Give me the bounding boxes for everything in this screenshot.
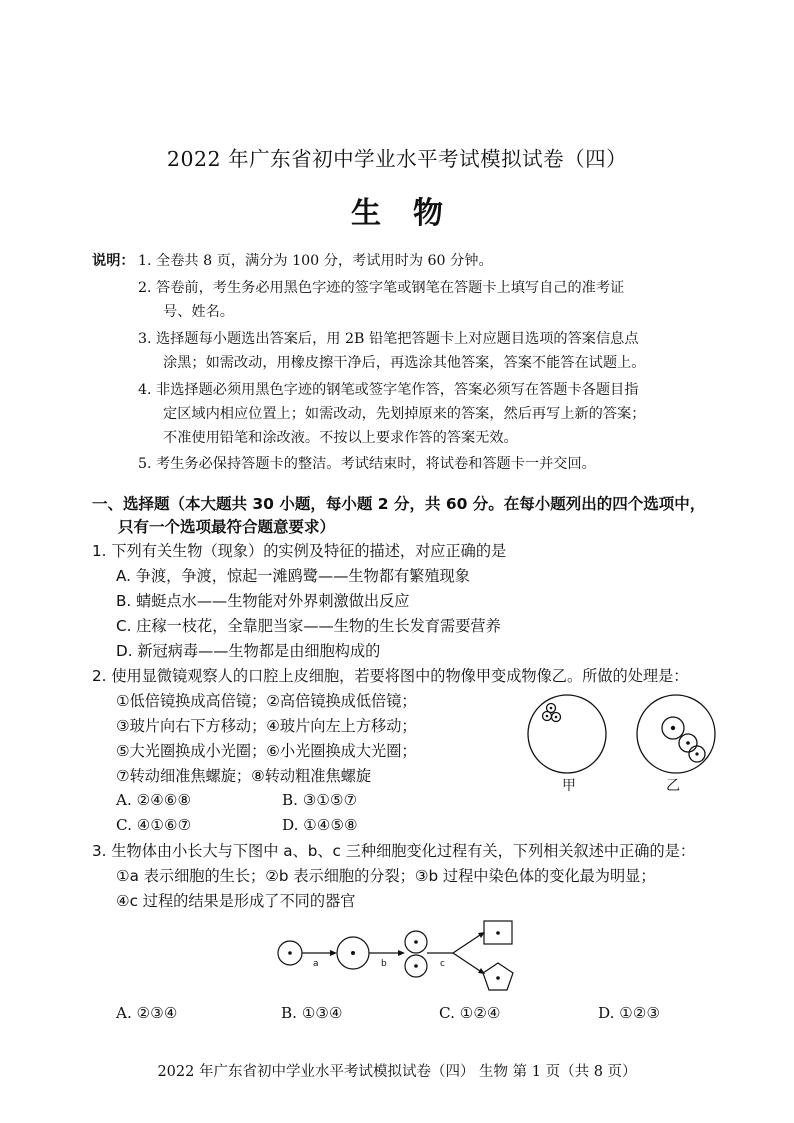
label-yi: 乙 [666, 778, 680, 794]
label-a: a [313, 959, 319, 969]
subject-title: 生物 [351, 196, 475, 231]
instruction-item: 4. 非选择题必须用黑色字迹的钢笔或签字笔作答，答案必须写在答题卡各题目指 [138, 382, 639, 398]
instruction-item: 不准使用铅笔和涂改液。不按以上要求作答的答案无效。 [163, 430, 518, 446]
q1-option-c: C. 庄稼一枝花，全靠肥当家——生物的生长发育需要营养 [116, 617, 501, 635]
label-jia: 甲 [562, 778, 576, 794]
q3-option-a: A. ②③④ [116, 1004, 178, 1022]
field-of-view-jia [528, 695, 606, 773]
q2-option-c: C. ④①⑥⑦ [116, 816, 192, 834]
instruction-item: 涂黑；如需改动，用橡皮擦干净后，再选涂其他答案，答案不能答在试题上。 [163, 355, 646, 371]
exam-title: 2022 年广东省初中学业水平考试模拟试卷（四） [166, 147, 628, 171]
instructions-label: 说明： [92, 253, 135, 269]
q2-option-b: B. ③①⑤⑦ [282, 791, 358, 809]
q2-option-d: D. ①④⑤⑧ [282, 816, 358, 834]
q1-option-d: D. 新冠病毒——生物都是由细胞构成的 [116, 642, 381, 660]
instruction-item: 定区域内相应位置上；如需改动，先划掉原来的答案，然后再写上新的答案； [163, 406, 646, 422]
q2-option-a: A. ②④⑥⑧ [116, 791, 192, 809]
q2-line: ⑤大光圈换成小光圈；⑥小光圈换成大光圈； [116, 742, 417, 760]
section-heading-cont: 只有一个选项最符合题意要求） [118, 518, 336, 536]
microscope-figure [520, 686, 720, 796]
instruction-item: 3. 选择题每小题选出答案后，用 2B 铅笔把答题卡上对应题目选项的答案信息点 [138, 331, 639, 347]
q3-line: ④c 过程的结果是形成了不同的器官 [116, 892, 356, 910]
q3-option-b: B. ①③④ [281, 1004, 343, 1022]
label-c: c [440, 959, 445, 969]
instruction-item: 1. 全卷共 8 页，满分为 100 分，考试用时为 60 分钟。 [138, 253, 493, 269]
cell-process-figure [270, 915, 530, 1000]
page-footer: 2022 年广东省初中学业水平考试模拟试卷（四） 生物 第 1 页（共 8 页） [157, 1064, 637, 1080]
field-of-view-yi [637, 695, 715, 773]
q2-line: ⑦转动细准焦螺旋；⑧转动粗准焦螺旋 [116, 767, 372, 785]
q2-line: ③玻片向右下方移动；④玻片向左上方移动； [116, 717, 417, 735]
q3-line: ①a 表示细胞的生长；②b 表示细胞的分裂；③b 过程中染色体的变化最为明显； [116, 867, 656, 885]
section-heading: 一、选择题（本大题共 30 小题，每小题 2 分，共 60 分。在每小题列出的四个选项中， [92, 495, 706, 513]
q3-option-d: D. ①②③ [598, 1004, 661, 1022]
instruction-item: 2. 答卷前，考生务必用黑色字迹的签字笔或钢笔在答题卡上填写自己的准考证 [138, 280, 625, 296]
q1-option-b: B. 蜻蜓点水——生物能对外界刺激做出反应 [116, 592, 410, 610]
instruction-item: 号、姓名。 [163, 304, 234, 320]
q1-option-a: A. 争渡，争渡，惊起一滩鸥鹭——生物都有繁殖现象 [116, 567, 470, 585]
label-b: b [381, 959, 387, 969]
q3-option-c: C. ①②④ [439, 1004, 501, 1022]
instruction-item: 5. 考生务必保持答题卡的整洁。考试结束时，将试卷和答题卡一并交回。 [138, 456, 596, 472]
q2-stem: 2. 使用显微镜观察人的口腔上皮细胞，若要将图中的物像甲变成物像乙。所做的处理是： [92, 667, 689, 685]
q3-stem: 3. 生物体由小长大与下图中 a、b、c 三种细胞变化过程有关，下列相关叙述中正确的是： [92, 842, 696, 860]
q1-stem: 1. 下列有关生物（现象）的实例及特征的描述，对应正确的是 [92, 542, 507, 560]
q2-line: ①低倍镜换成高倍镜；②高倍镜换成低倍镜； [116, 692, 417, 710]
